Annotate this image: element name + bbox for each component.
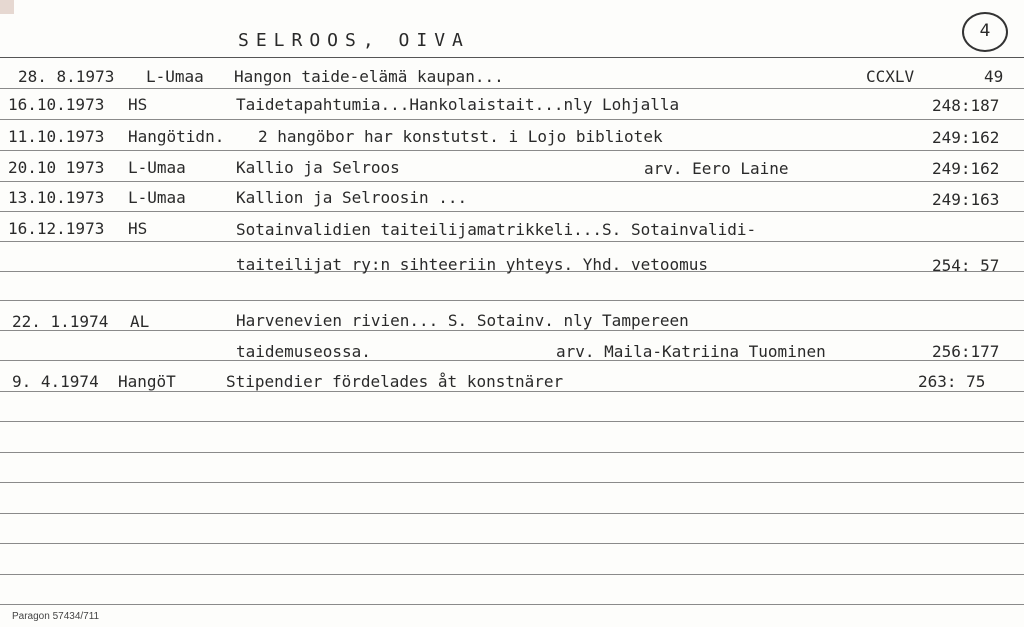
rule-line — [0, 452, 1024, 453]
rule-line — [0, 482, 1024, 483]
rule-line — [0, 574, 1024, 575]
rule-line — [0, 57, 1024, 58]
rule-line — [0, 119, 1024, 120]
entry-ref: 249:163 — [932, 190, 1000, 209]
entry-extra: arv. Eero Laine — [644, 159, 789, 178]
rule-line — [0, 513, 1024, 514]
entry-ref: 254: 57 — [932, 256, 1000, 275]
rule-line — [0, 604, 1024, 605]
entry-title: Kallion ja Selroosin ... — [236, 188, 468, 207]
entry-title: Sotainvalidien taiteilijamatrikkeli...S. Sotainvalidi- — [236, 220, 757, 239]
printer-imprint: Paragon 57434/711 — [12, 611, 100, 622]
entry-title: Hangon taide-elämä kaupan... — [234, 67, 504, 86]
rule-line — [0, 211, 1024, 212]
entry-source: HangöT — [118, 372, 176, 391]
entry-source: AL — [130, 312, 150, 331]
entry-date: 22. 1.1974 — [12, 312, 109, 331]
rule-line — [0, 181, 1024, 182]
rule-line — [0, 391, 1024, 392]
entry-source: Hangötidn. — [128, 127, 225, 146]
corner-mark — [0, 0, 14, 14]
entry-title: 2 hangöbor har konstutst. i Lojo bibliotek — [258, 127, 663, 146]
card-number: 4 — [962, 12, 1008, 52]
entry-date: 28. 8.1973 — [18, 67, 115, 86]
entry-source: L-Umaa — [128, 158, 186, 177]
entry-ref: 248:187 — [932, 96, 1000, 115]
rule-line — [0, 330, 1024, 331]
person-name: SELROOS, OIVA — [238, 30, 470, 51]
entry-ref: 49 — [984, 67, 1004, 86]
entry-date: 20.10 1973 — [8, 158, 105, 177]
rule-line — [0, 421, 1024, 422]
entry-extra: CCXLV — [866, 67, 915, 86]
entry-title: Kallio ja Selroos — [236, 158, 400, 177]
entry-ref: 249:162 — [932, 159, 1000, 178]
entry-ref: 256:177 — [932, 342, 1000, 361]
rule-line — [0, 241, 1024, 242]
rule-line — [0, 88, 1024, 89]
entry-date: 16.10.1973 — [8, 95, 105, 114]
entry-extra: arv. Maila-Katriina Tuominen — [556, 342, 826, 361]
entry-title: Stipendier fördelades åt konstnärer — [226, 372, 564, 391]
entry-source: L-Umaa — [146, 67, 204, 86]
entry-source: HS — [128, 219, 148, 238]
entry-ref: 263: 75 — [918, 372, 986, 391]
rule-line — [0, 150, 1024, 151]
entry-title: taidemuseossa. — [236, 342, 371, 361]
rule-line — [0, 300, 1024, 301]
entry-title: Taidetapahtumia...Hankolaistait...nly Lohjalla — [236, 95, 680, 114]
rule-line — [0, 543, 1024, 544]
entry-date: 13.10.1973 — [8, 188, 105, 207]
entry-date: 16.12.1973 — [8, 219, 105, 238]
entry-title: Harvenevien rivien... S. Sotainv. nly Tampereen — [236, 311, 689, 330]
entry-source: L-Umaa — [128, 188, 186, 207]
entry-ref: 249:162 — [932, 128, 1000, 147]
rule-line — [0, 360, 1024, 361]
entry-title: taiteilijat ry:n sihteeriin yhteys. Yhd. vetoomus — [236, 255, 709, 274]
entry-source: HS — [128, 95, 148, 114]
entry-date: 11.10.1973 — [8, 127, 105, 146]
entry-date: 9. 4.1974 — [12, 372, 99, 391]
